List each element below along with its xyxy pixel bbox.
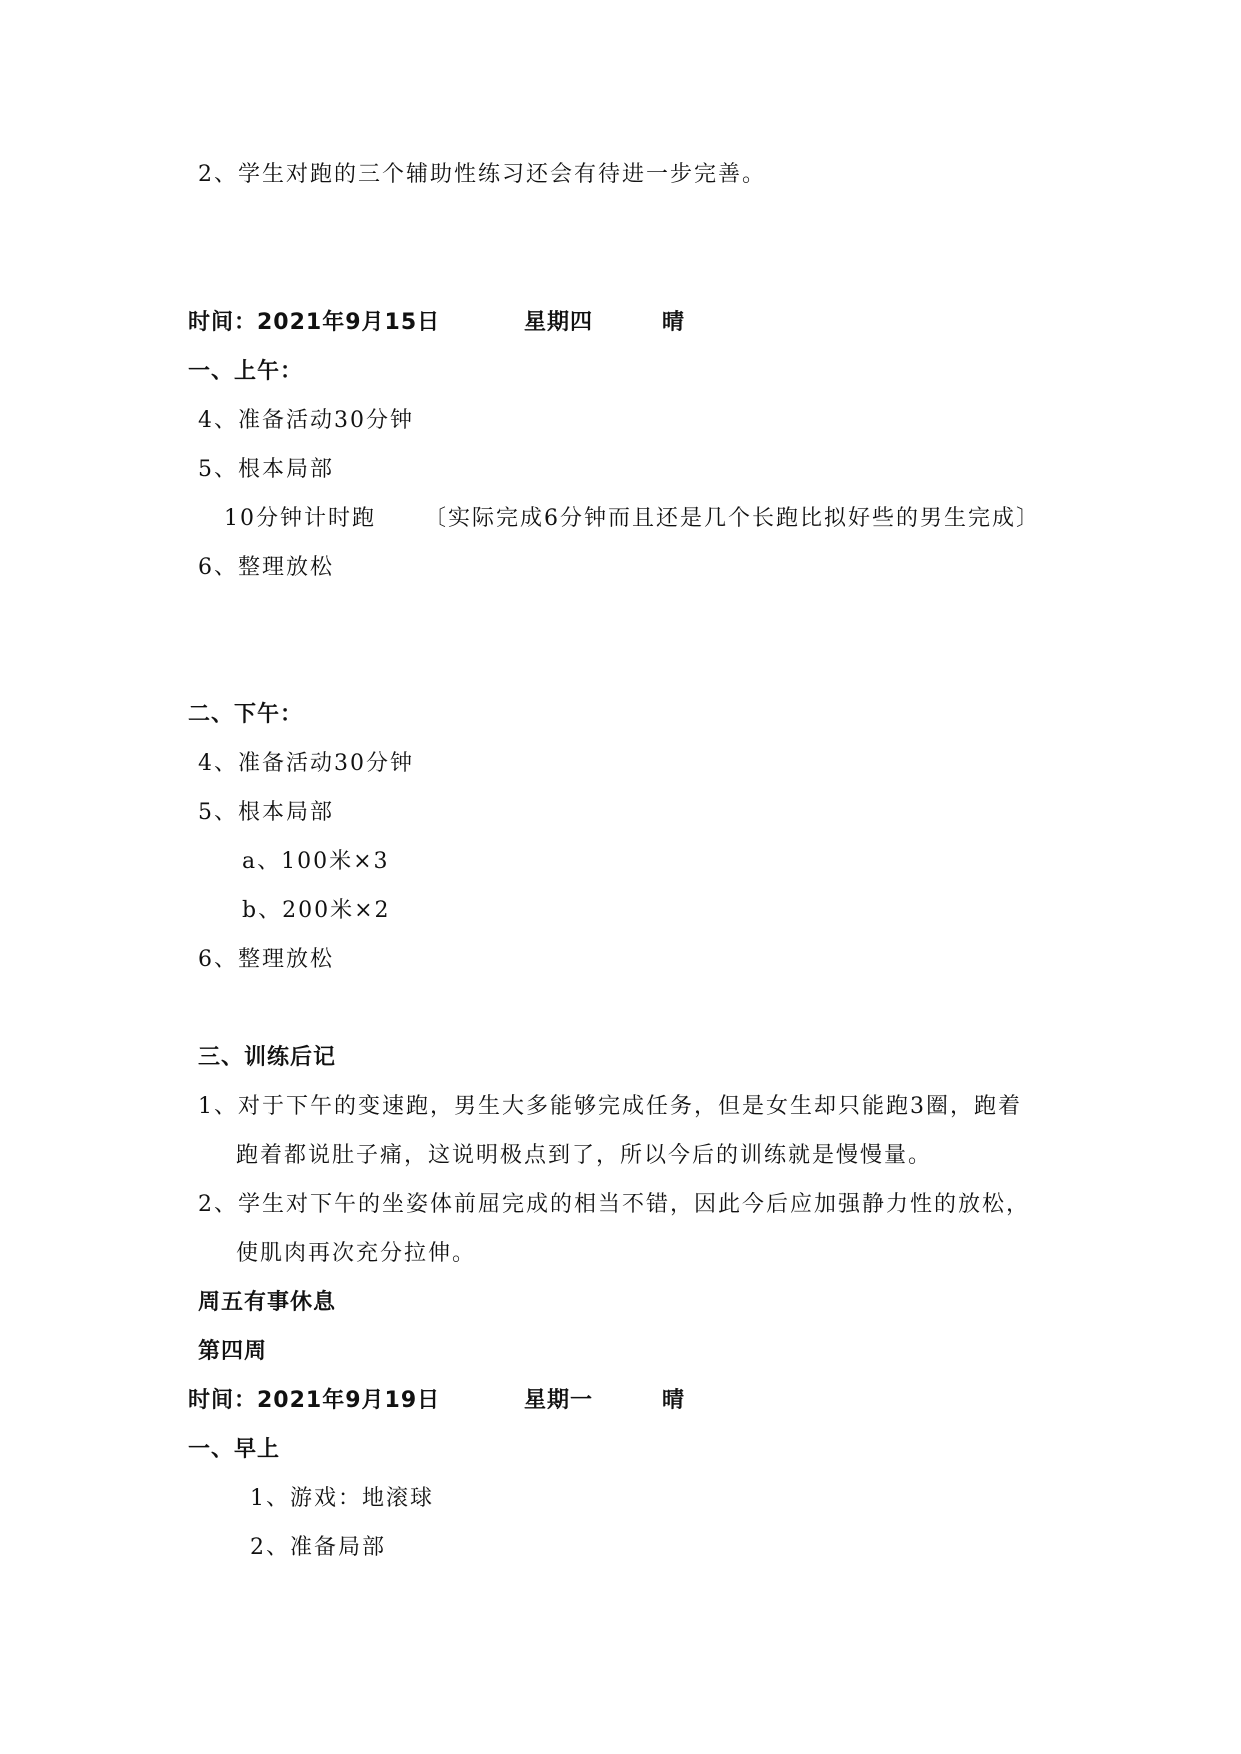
- section-title: 三、训练后记: [198, 1045, 337, 1070]
- text-line: 2、学生对跑的三个辅助性练习还会有待进一步完善。: [198, 162, 766, 187]
- list-item: 5、根本局部: [198, 457, 334, 482]
- list-item: 6、整理放松: [198, 947, 334, 972]
- paragraph-line: 跑着都说肚子痛，这说明极点到了，所以今后的训练就是慢慢量。: [236, 1143, 933, 1168]
- weather-heading: 晴: [662, 1388, 686, 1413]
- week-heading: 第四周: [198, 1339, 268, 1364]
- section-title: 二、下午：: [188, 702, 304, 727]
- date-heading: 时间：2021年9月15日: [188, 310, 441, 335]
- list-item: 4、准备活动30分钟: [198, 751, 414, 776]
- list-item: 2、准备局部: [250, 1535, 386, 1560]
- paragraph-line: 1、对于下午的变速跑，男生大多能够完成任务，但是女生却只能跑3圈，跑着: [198, 1094, 1022, 1119]
- weekday-heading: 星期一: [524, 1388, 594, 1413]
- list-item: 4、准备活动30分钟: [198, 408, 414, 433]
- list-item: 5、根本局部: [198, 800, 334, 825]
- rest-note: 周五有事休息: [198, 1290, 337, 1315]
- sub-item: b、200米×2: [242, 898, 391, 923]
- sub-item: 10分钟计时跑: [224, 506, 376, 531]
- section-title: 一、早上: [188, 1437, 281, 1462]
- sub-item: a、100米×3: [242, 849, 390, 874]
- list-item: 6、整理放松: [198, 555, 334, 580]
- weather-heading: 晴: [662, 310, 686, 335]
- paragraph-line: 使肌肉再次充分拉伸。: [236, 1241, 477, 1266]
- date-heading: 时间：2021年9月19日: [188, 1388, 441, 1413]
- section-title: 一、上午：: [188, 359, 304, 384]
- sub-item-note: 〔实际完成6分钟而且还是几个长跑比拟好些的男生完成〕: [424, 506, 1040, 531]
- list-item: 1、游戏：地滚球: [250, 1486, 434, 1511]
- weekday-heading: 星期四: [524, 310, 594, 335]
- paragraph-line: 2、学生对下午的坐姿体前屈完成的相当不错，因此今后应加强静力性的放松，: [198, 1192, 1030, 1217]
